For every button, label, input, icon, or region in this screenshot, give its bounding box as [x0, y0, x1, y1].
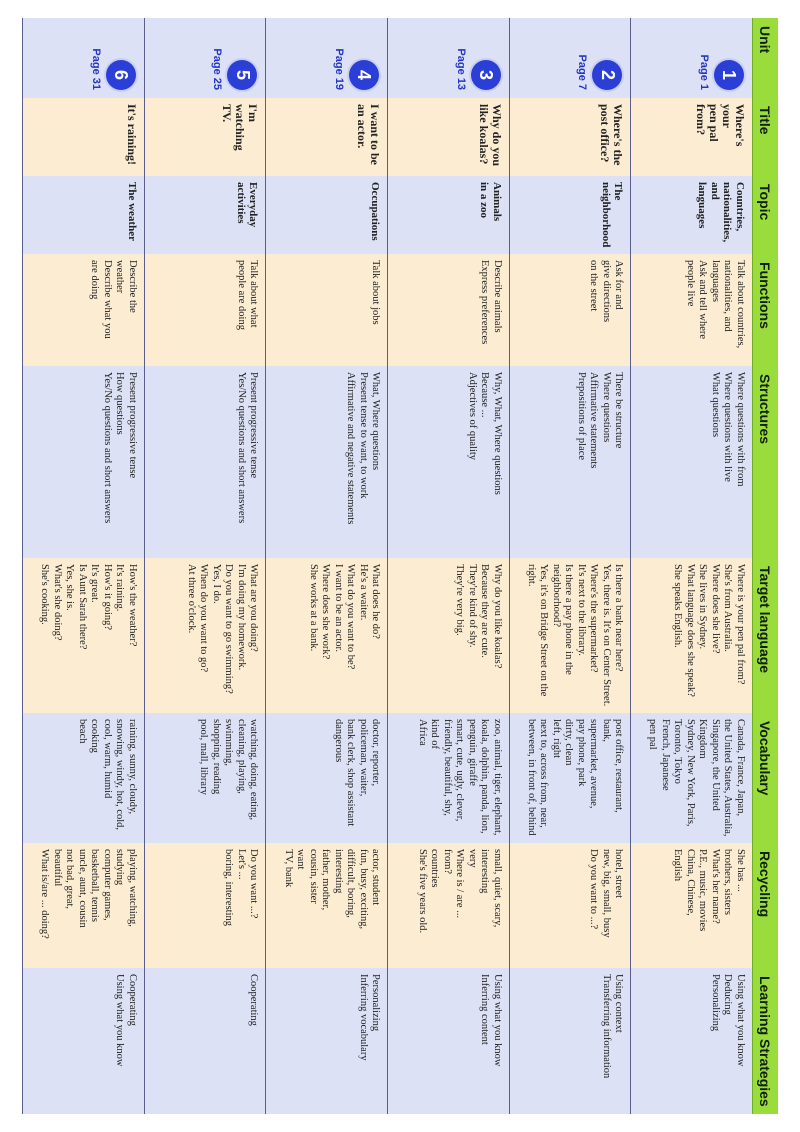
unit-page-label: Page 7 [576, 54, 589, 90]
vocabulary-cell: post office, restaurant, bank, supermarket, avenue, pay phone, park dirty, clean left, right next to, across from, near, between, in front of, behind [509, 713, 631, 843]
unit-page-label: Page 31 [89, 48, 102, 90]
functions-cell: Talk about jobs [265, 254, 387, 366]
title-cell: Where's the post office? [509, 98, 631, 176]
target-cell: How's the weather? It's raining. How's it going? It's great. Is Aunt Sarah there? Yes, she is. What's she doing? She's cooking. [22, 558, 144, 713]
header-structures: Structures [752, 366, 778, 558]
title-cell: I'm watching TV. [144, 98, 266, 176]
unit-cell [265, 18, 387, 98]
header-topic: Topic [752, 176, 778, 254]
topic-cell: Animals in a zoo [387, 176, 509, 254]
recycling-cell: hotel, street new, big, small, busy Do you want to ...? [509, 843, 631, 968]
header-vocabulary: Vocabulary [752, 713, 778, 843]
functions-cell: Describe the weather Describe what you are doing [22, 254, 144, 366]
vocabulary-cell: Canada, France, Japan, the United States, Australia, Singapore, the United Kingdom Sydney, New York, Paris, Toronto, Tokyo French, Japanese pen pal [630, 713, 752, 843]
unit-page-label: Page 1 [698, 54, 710, 90]
unit-cell [509, 18, 631, 98]
functions-cell: Describe animals Express preferences [387, 254, 509, 366]
structures-cell: Present progressive tense Yes/No questions and short answers [144, 366, 266, 558]
header-unit: Unit [752, 18, 778, 98]
unit-number-badge: 3 [471, 60, 501, 90]
strategies-cell: Cooperating [144, 968, 266, 1114]
recycling-cell: She has ... brothers, sisters What's her name? P.E., music, movies China, Chinese, English [630, 843, 752, 968]
target-cell: Where is your pen pal from? She's from Australia. Where does she live? She lives in Sydney. What language does she speak? She speaks English. [630, 558, 752, 713]
vocabulary-cell: zoo, animal, tiger, elephant, koala, dolphin, panda, lion, penguin, giraffe smart, cute, ugly, clever, friendly, beautiful, shy, kind of Africa [387, 713, 509, 843]
topic-cell: The weather [22, 176, 144, 254]
title-cell: Why do you like koalas? [387, 98, 509, 176]
unit-cell [144, 18, 266, 98]
unit-cell [22, 18, 144, 98]
header-learning-strategies: Learning Strategies [752, 968, 778, 1114]
topic-cell: The neighborhood [509, 176, 631, 254]
functions-cell: Talk about countries, nationalities, and languages Ask and tell where people live [630, 254, 752, 366]
unit-number-badge: 2 [592, 60, 622, 90]
header-title: Title [752, 98, 778, 176]
title-cell: It's raining! [22, 98, 144, 176]
topic-cell: Occupations [265, 176, 387, 254]
strategies-cell: Using what you know Deducing Personalizing [630, 968, 752, 1114]
strategies-cell: Using what you know Inferring content [387, 968, 509, 1114]
title-cell: Where's your pen pal from? [630, 98, 752, 176]
target-cell: What does he do? He's a waiter. What do you want to be? I want to be an actor. Where does she work? She works at a bank. [265, 558, 387, 713]
structures-cell: Why, What, Where questions Because ... Adjectives of quality [387, 366, 509, 558]
unit-number-badge: 4 [349, 60, 379, 90]
structures-cell: There be structure Where questions Affirmative statements Prepositions of place [509, 366, 631, 558]
structures-cell: Where questions with from Where questions with live What questions [630, 366, 752, 558]
unit-page-label: Page 19 [333, 48, 346, 90]
syllabus-table [22, 18, 778, 1114]
recycling-cell: small, quiet, scary, interesting very Where is / are ... from? countries She's five years old. [387, 843, 509, 968]
unit-cell [630, 18, 752, 98]
topic-cell: Countries, nationalities, and languages [630, 176, 752, 254]
recycling-cell: Do you want ...? Let's ... boring, interesting [144, 843, 266, 968]
structures-cell: Present progressive tense How questions Yes/No questions and short answers [22, 366, 144, 558]
vocabulary-cell: watching, doing, eating, cleaning, playing, swimming, shopping, reading pool, mall, library [144, 713, 266, 843]
topic-cell: Everyday activities [144, 176, 266, 254]
unit-page-label: Page 13 [454, 48, 467, 90]
header-recycling: Recycling [752, 843, 778, 968]
vocabulary-cell: doctor, reporter, policeman, waiter, bank clerk, shop assistant dangerous [265, 713, 387, 843]
header-target-language: Target language [752, 558, 778, 713]
title-cell: I want to be an actor. [265, 98, 387, 176]
functions-cell: Talk about what people are doing [144, 254, 266, 366]
recycling-cell: playing, watching, studying computer games, basketball, tennis uncle, aunt, cousin not bad, great, beautiful What is/are ... doing? [22, 843, 144, 968]
strategies-cell: Personalizing Inferring vocabulary [265, 968, 387, 1114]
header-functions: Functions [752, 254, 778, 366]
unit-cell [387, 18, 509, 98]
functions-cell: Ask for and give directions on the street [509, 254, 631, 366]
unit-number-badge: 6 [106, 60, 136, 90]
unit-page-label: Page 25 [211, 48, 224, 90]
vocabulary-cell: raining, sunny, cloudy, snowing, windy, hot, cold, cool, warm, humid cooking beach [22, 713, 144, 843]
target-cell: What are you doing? I'm doing my homework. Do you want to go swimming? Yes, I do. When do you want to go? At three o'clock. [144, 558, 266, 713]
target-cell: Is there a bank near here? Yes, there is. It's on Center Street. Where's the supermarket? It's next to the library. Is there a pay phone in the neighborhood? Yes, it's on Bridge Street on the right. [509, 558, 631, 713]
strategies-cell: Cooperating Using what you know [22, 968, 144, 1114]
recycling-cell: actor, student fun, busy, exciting, difficult, boring, interesting father, mother, cousin, sister want TV, bank [265, 843, 387, 968]
structures-cell: What, Where questions Present tense to want, to work Affirmative and negative statements [265, 366, 387, 558]
unit-number-badge: 5 [227, 60, 257, 90]
unit-number-badge: 1 [714, 60, 744, 90]
target-cell: Why do you like koalas? Because they are cute. They're kind of shy. They're very big. [387, 558, 509, 713]
strategies-cell: Using context Transferring information [509, 968, 631, 1114]
